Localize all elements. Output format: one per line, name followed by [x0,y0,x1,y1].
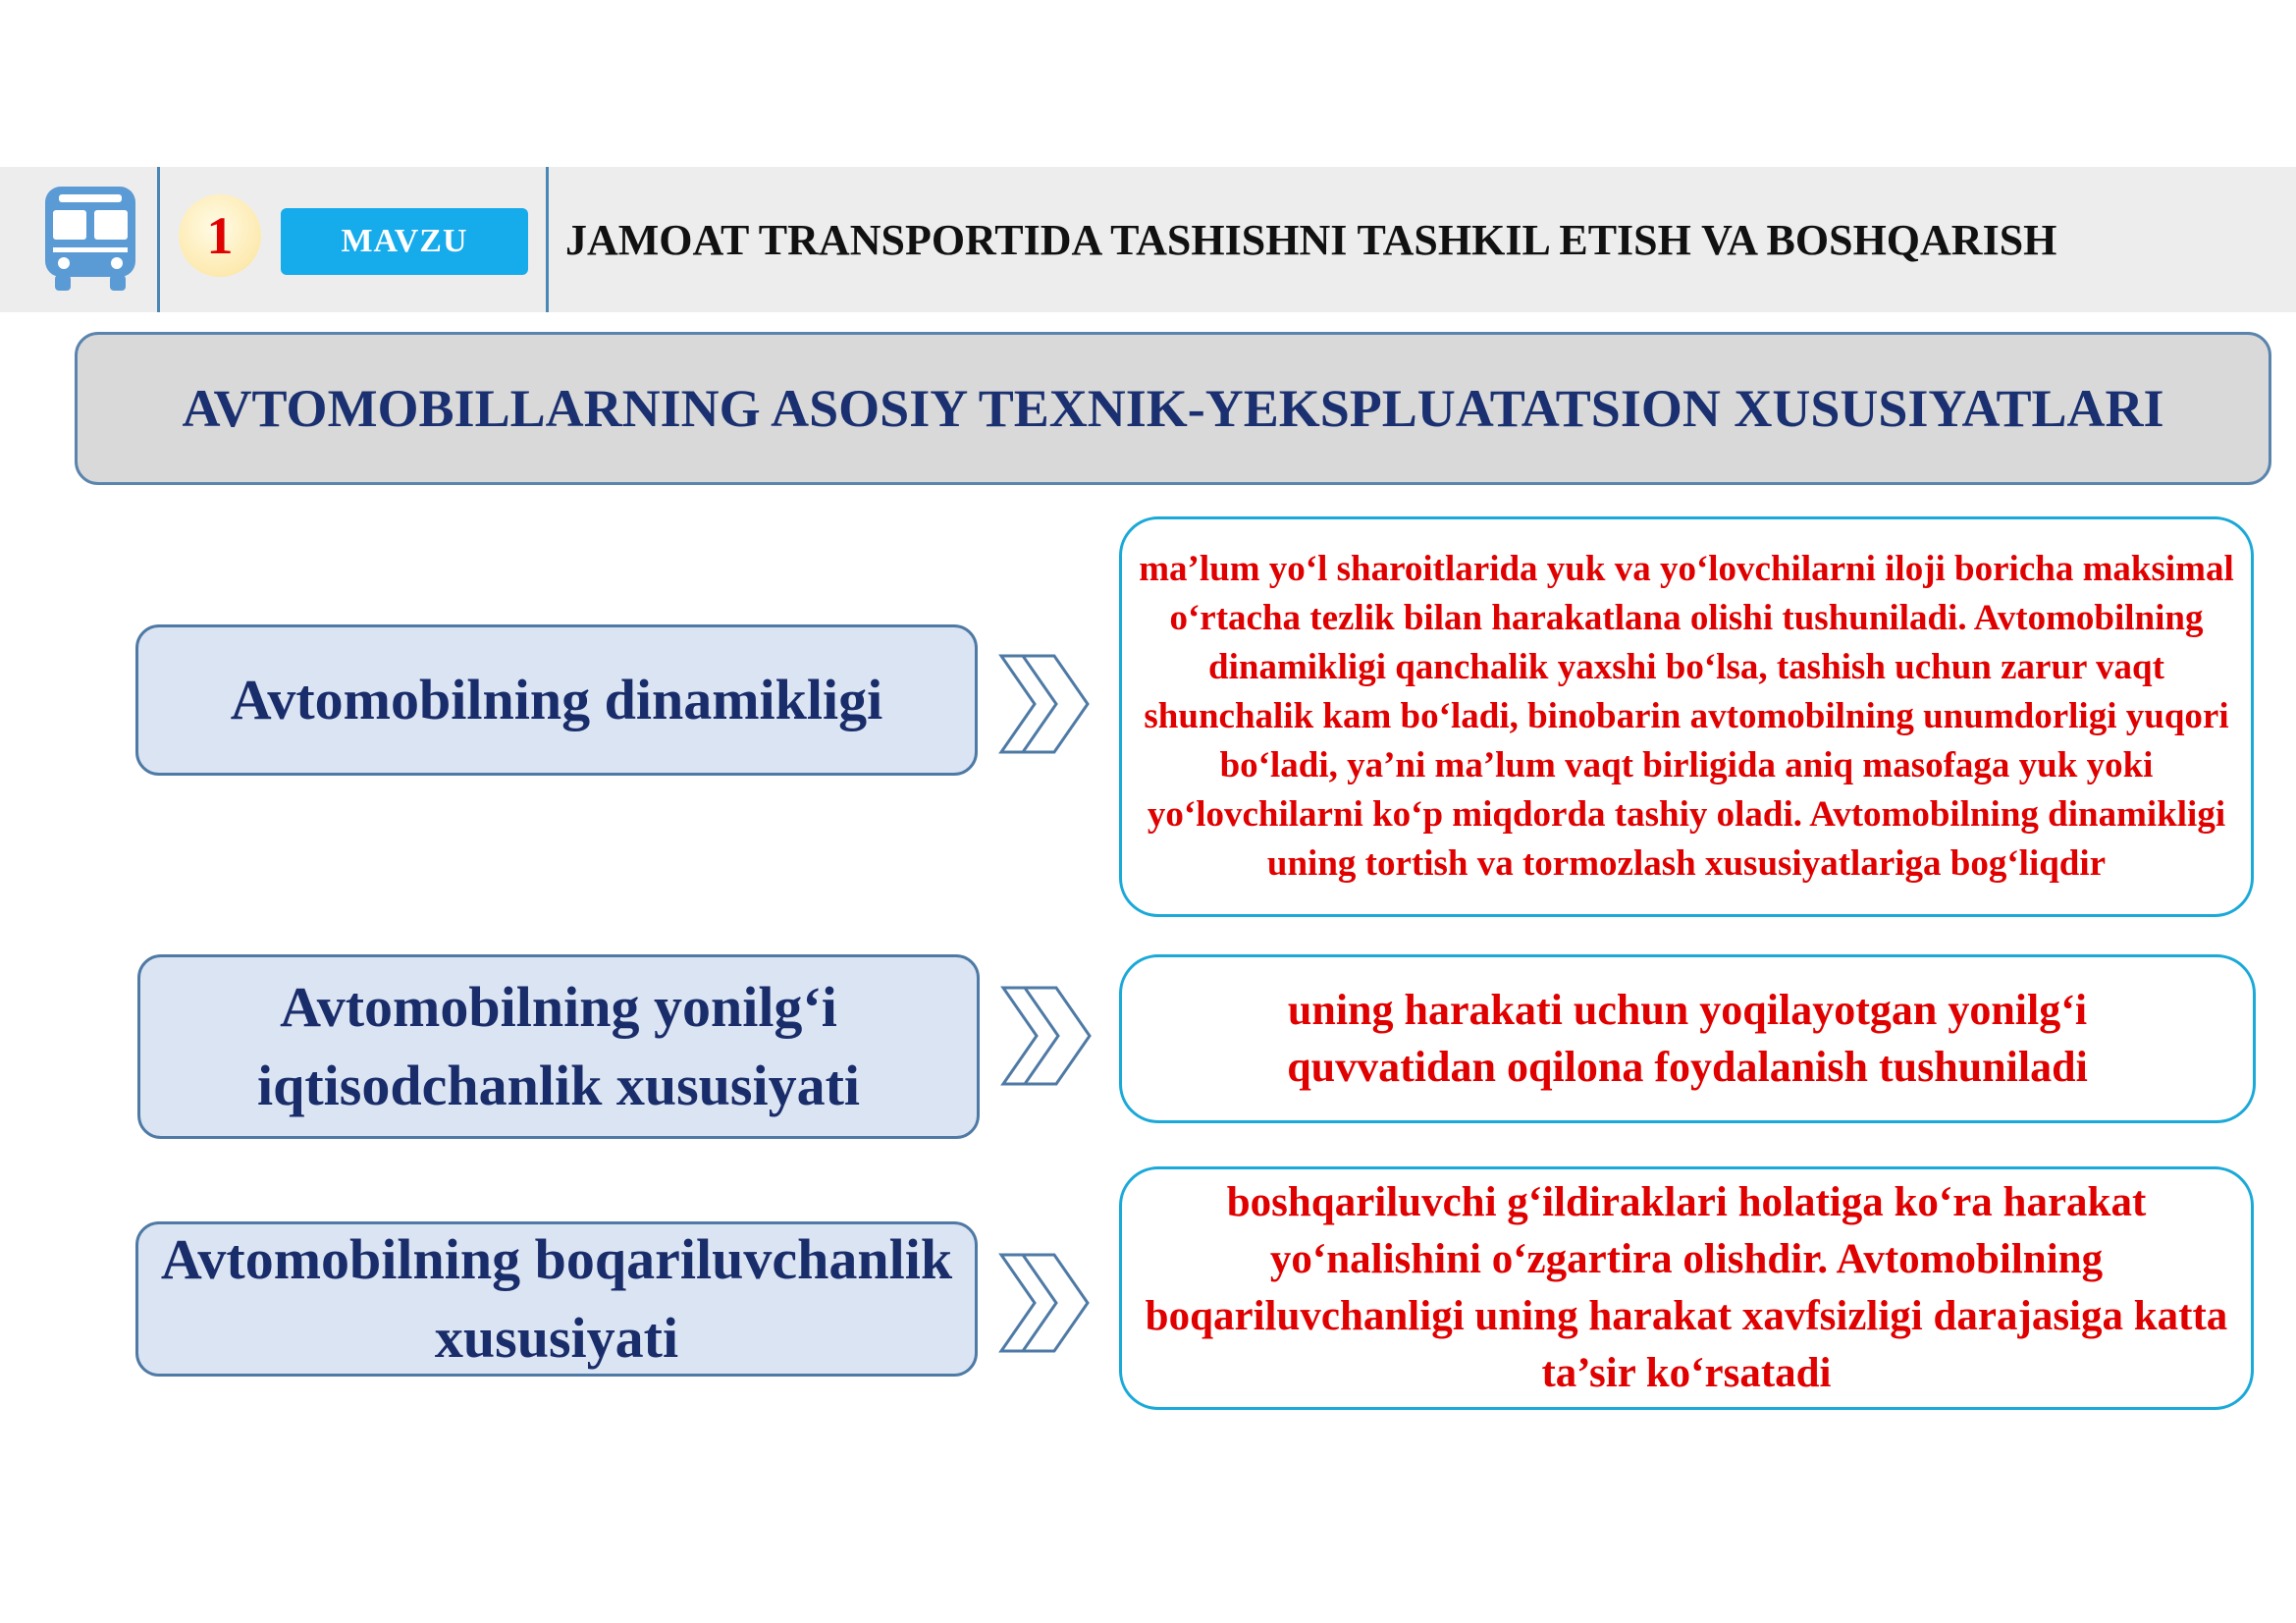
section-title-box [75,332,2271,485]
chevron-right-icon [999,982,1094,1090]
chevron-right-icon [997,650,1092,758]
topic-number: 1 [179,194,261,277]
header-divider [157,167,160,312]
term-box [135,624,978,776]
definition-text: ma’lum yo‘l sharoitlarida yuk va yo‘lovchilarni iloji boricha maksimal o‘rtacha tezlik bilan harakatlana olishi tushuniladi. Avtomobilning dinamikligi qanchalik yaxshi bo‘lsa, tashish uchun zarur vaqt shunchalik kam bo‘ladi, binobarin avtomobilning unumdorligi yuqori bo‘ladi, ya’ni ma’lum vaqt birligida aniq masofaga yuk yoki yo‘lovchilarni ko‘p miqdorda tashiy oladi. Avtomobilning dinamikligi uning tortish va tormozlash xususiyatlariga bog‘liqdir [1139,549,2234,884]
definition-box [1119,1166,2254,1410]
term-box [135,1221,978,1377]
chevron-right-icon [997,1249,1092,1357]
bus-icon [39,183,141,293]
definition-text: uning harakati uchun yoqilayotgan yonilg‘i quvvatidan oqilona foydalanish tushuniladi [1287,986,2088,1091]
course-title: JAMOAT TRANSPORTIDA TASHISHNI TASHKIL ETISH VA BOSHQARISH [565,215,2057,264]
header-divider [546,167,549,312]
definition-text: boshqariluvchi g‘ildiraklari holatiga ko‘ra harakat yo‘nalishini o‘zgartira olishdir. Avtomobilning boqariluvchanligi uning harakat xavfsizligi darajasiga katta ta’sir ko‘rsatadi [1145,1179,2228,1396]
term-box [137,954,980,1139]
term-label: Avtomobilning dinamikligi [230,668,883,731]
definition-box [1119,516,2254,917]
definition-box [1119,954,2256,1123]
term-label: Avtomobilning yonilg‘i iqtisodchanlik xususiyati [256,975,861,1117]
term-label: Avtomobilning boqariluvchanlik xususiyati [160,1227,953,1370]
section-title: AVTOMOBILLARNING ASOSIY TEXNIK-YEKSPLUATATSION XUSUSIYATLARI [182,379,2164,438]
topic-badge: MAVZU [281,208,528,275]
